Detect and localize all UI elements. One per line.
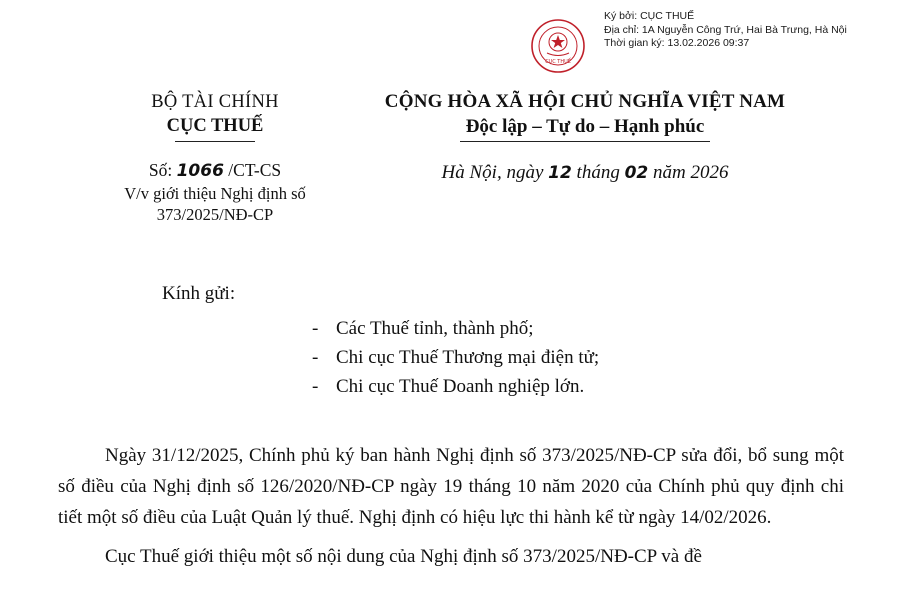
digital-signature-block bbox=[530, 10, 890, 82]
body-paragraph-1: Ngày 31/12/2025, Chính phủ ký ban hành Nghị định số 373/2025/NĐ-CP sửa đổi, bổ sung một số điều của Nghị định số 126/2020/NĐ-CP ngày 19 tháng 10 năm 2020 của Chính phủ quy định chi tiết một số điều của Luật Quản lý thuế. Nghị định có hiệu lực thi hành kể từ ngày 14/02/2026. bbox=[58, 445, 844, 528]
handwritten-number: 1066 bbox=[176, 161, 224, 181]
recipient-text: Các Thuế tỉnh, thành phố; bbox=[336, 318, 534, 339]
place-date bbox=[330, 160, 840, 186]
handwritten-day: 12 bbox=[548, 163, 572, 183]
subject-line-2: 373/2025/NĐ-CP bbox=[156, 205, 274, 224]
recipient-item bbox=[312, 343, 599, 372]
handwritten-month: 02 bbox=[624, 163, 649, 183]
recipient-list bbox=[312, 314, 599, 401]
department-underline bbox=[175, 141, 255, 142]
issuer-header bbox=[110, 90, 320, 225]
document-number bbox=[110, 158, 320, 183]
recipient-dash: - bbox=[312, 318, 319, 339]
signer-address-text: Địa chỉ: 1A Nguyễn Công Trứ, Hai Bà Trưng, Hà Nội bbox=[604, 23, 847, 36]
month-label: tháng bbox=[576, 162, 620, 183]
motto-underline bbox=[460, 141, 710, 142]
sign-time-text: Thời gian ký: 13.02.2026 09:37 bbox=[604, 37, 750, 49]
recipient-text: Chi cục Thuế Thương mại điện tử; bbox=[336, 347, 600, 368]
number-suffix: /CT-CS bbox=[228, 160, 282, 180]
recipient-dash: - bbox=[312, 376, 319, 397]
so-label: Số: bbox=[148, 160, 173, 180]
recipient-item bbox=[312, 372, 599, 401]
department-name: CỤC THUẾ bbox=[166, 116, 264, 136]
official-seal-icon bbox=[530, 18, 586, 74]
signed-by-text: Ký bởi: CỤC THUẾ bbox=[604, 10, 695, 22]
recipient-dash: - bbox=[312, 347, 319, 368]
subject-line-1: V/v giới thiệu Nghị định số bbox=[124, 184, 306, 203]
date-prefix: Hà Nội, ngày bbox=[441, 162, 544, 183]
body-paragraph-2: Cục Thuế giới thiệu một số nội dung của Nghị định số 373/2025/NĐ-CP và đề bbox=[105, 546, 702, 567]
recipient-item bbox=[312, 314, 599, 343]
national-motto: Độc lập – Tự do – Hạnh phúc bbox=[465, 116, 705, 137]
country-name: CỘNG HÒA XÃ HỘI CHỦ NGHĨA VIỆT NAM bbox=[384, 91, 786, 112]
year-label: năm 2026 bbox=[653, 162, 729, 183]
recipient-text: Chi cục Thuế Doanh nghiệp lớn. bbox=[336, 376, 585, 397]
seal-text: CỤC THUẾ bbox=[545, 59, 571, 65]
national-header bbox=[330, 90, 840, 142]
document-body bbox=[58, 440, 844, 572]
ministry-name: BỘ TÀI CHÍNH bbox=[151, 92, 279, 112]
salutation: Kính gửi: bbox=[162, 283, 236, 304]
